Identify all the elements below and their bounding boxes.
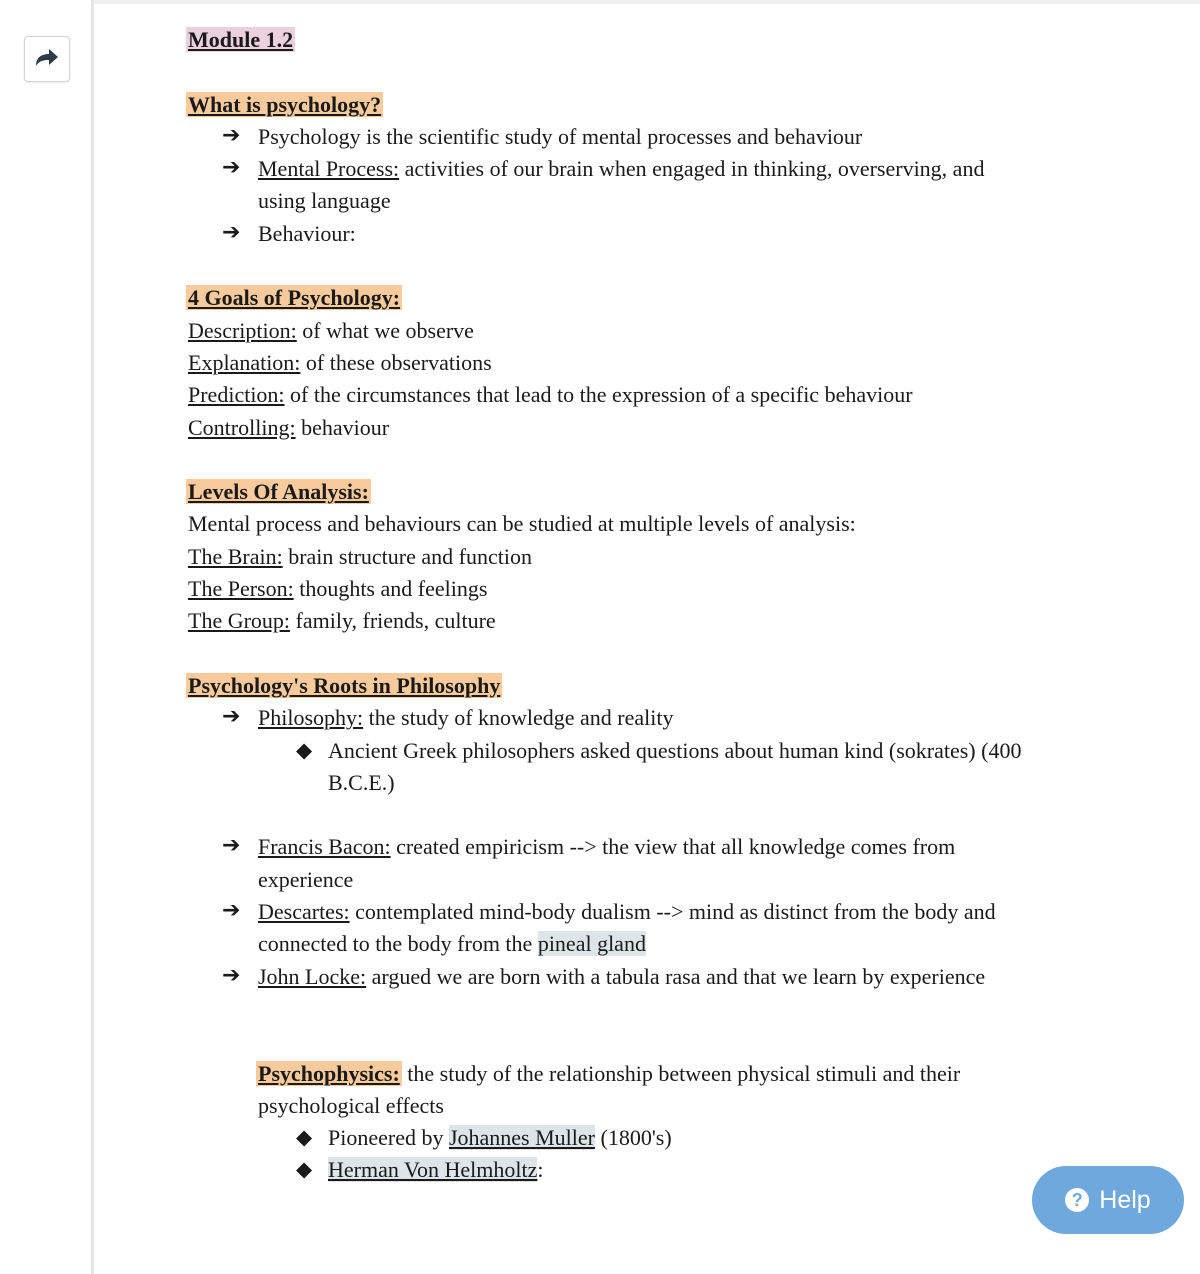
arrow-bullet-icon: ➔ [222,962,241,988]
bullet-continuation: experience [258,866,354,892]
goal-item: Description: of what we observe [188,317,474,343]
goal-item: Explanation: of these observations [188,349,492,375]
bullet-continuation: connected to the body from the pineal gland [258,931,646,957]
level-item: The Person: thoughts and feelings [188,576,488,602]
diamond-bullet-icon: ◆ [296,737,313,762]
top-border [0,0,1200,4]
arrow-bullet-icon: ➔ [222,219,241,245]
goal-item: Prediction: of the circumstances that lead to the expression of a specific behaviour [188,382,913,408]
arrow-bullet-icon: ➔ [222,122,241,148]
module-title: Module 1.2 [188,27,294,52]
sub-bullet-item: ◆ Herman Von Helmholtz: [188,1154,1088,1186]
diamond-bullet-icon: ◆ [296,1125,313,1150]
share-arrow-icon [34,46,60,73]
sub-bullet-item: ◆ Ancient Greek philosophers asked questions about human kind (sokrates) (400 [188,735,1088,767]
bullet-item: ➔ Descartes: contemplated mind-body dualism --> mind as distinct from the body and [188,896,1088,928]
bullet-item: ➔ Francis Bacon: created empiricism --> the view that all knowledge comes from [188,831,1088,863]
left-toolbar [0,0,92,1274]
arrow-bullet-icon: ➔ [222,155,241,181]
heading-psychophysics: Psychophysics: [258,1060,400,1086]
heading-levels: Levels Of Analysis: [188,479,369,505]
question-icon: ? [1065,1188,1089,1212]
bullet-continuation: using language [258,188,391,214]
arrow-bullet-icon: ➔ [222,833,241,859]
bullet-item: ➔ Behaviour: [188,218,1088,250]
psychophysics-definition: Psychophysics: the study of the relationship between physical stimuli and their [258,1060,961,1086]
goal-item: Controlling: behaviour [188,414,390,440]
arrow-bullet-icon: ➔ [222,898,241,924]
highlighted-term: pineal gland [537,931,646,957]
share-button[interactable] [24,36,70,82]
heading-roots: Psychology's Roots in Philosophy [188,672,501,698]
heading-what-is-psychology: What is psychology? [188,91,382,117]
bullet-item: ➔ Philosophy: the study of knowledge and reality [188,702,1088,734]
highlighted-term: Herman Von Helmholtz [328,1157,538,1183]
diamond-bullet-icon: ◆ [296,1157,313,1182]
heading-goals: 4 Goals of Psychology: [188,285,401,311]
levels-intro: Mental process and behaviours can be studied at multiple levels of analysis: [188,511,856,537]
help-button[interactable] [1032,1166,1184,1234]
toolbar-divider [91,0,94,1274]
sub-bullet-item: ◆ Pioneered by Johannes Muller (1800's) [188,1122,1088,1154]
bullet-item: ➔ John Locke: argued we are born with a tabula rasa and that we learn by experience [188,961,1088,993]
arrow-bullet-icon: ➔ [222,704,241,730]
bullet-continuation: B.C.E.) [328,769,395,795]
bullet-item: ➔ Psychology is the scientific study of mental processes and behaviour [188,121,1088,153]
bullet-item: ➔ Mental Process: activities of our brain when engaged in thinking, overserving, and [188,153,1088,185]
bullet-continuation: psychological effects [258,1092,444,1118]
highlighted-term: Johannes Muller [448,1125,595,1151]
level-item: The Brain: brain structure and function [188,543,532,569]
document-body [188,24,1088,1187]
help-label: Help [1099,1185,1151,1214]
level-item: The Group: family, friends, culture [188,608,496,634]
